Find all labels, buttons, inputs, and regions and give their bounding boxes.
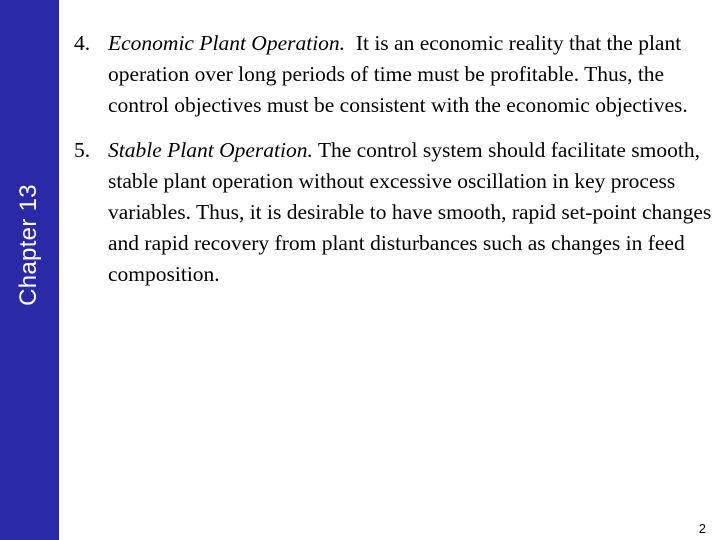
item-text: The control system should facilitate smooth, stable plant operation without excessive oscillation in key process variables. Thus, it is desirable to have smooth, rapid set-point changes and rapid recovery from plant disturbances such as changes in feed composition. <box>108 138 712 286</box>
list-item-economic-operation <box>74 28 714 121</box>
item-number: 4. <box>74 31 91 55</box>
page-number: 2 <box>698 521 706 536</box>
item-separator <box>345 31 356 55</box>
chapter-label: Chapter 13 <box>15 184 42 306</box>
list-item-stable-operation <box>74 135 714 290</box>
item-number: 5. <box>74 138 91 162</box>
item-text: It is an economic reality that the plant operation over long periods of time must be profitable. Thus, the control objectives must be consistent with the economic objectives. <box>108 31 688 117</box>
slide-content <box>74 28 714 304</box>
item-title: Stable Plant Operation. <box>108 138 313 162</box>
chapter-sidebar <box>0 0 59 540</box>
item-title: Economic Plant Operation. <box>108 31 346 55</box>
